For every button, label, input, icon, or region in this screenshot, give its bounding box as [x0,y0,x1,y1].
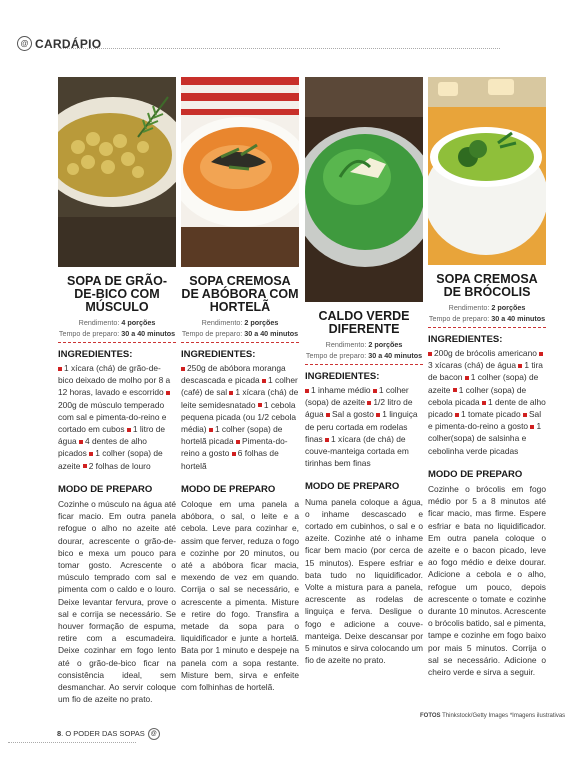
recipe-title: SOPA CREMOSA DE ABÓBORA COM HORTELÃ [181,274,299,314]
recipe-title: CALDO VERDE DIFERENTE [318,309,410,336]
recipe-card-abobora [181,77,299,693]
header-divider [60,48,500,49]
photo-credits: FOTOS Thinkstock/Getty Images *Imagens ilustrativas [420,713,566,719]
soup-photo [181,77,299,267]
recipe-tempo: Tempo de preparo: 30 a 40 minutos [58,329,176,338]
recipe-title: SOPA DE GRÃO-DE-BICO COM MÚSCULO [66,274,167,314]
recipe-card-brocolis [428,77,546,678]
modo-text: Numa panela coloque a água, o inhame descascado e cortado em cubinhos, o sal e o azeite. Cozinhe até o inhame ficar bem macio (por cerca de 15 minutos). Espere esfriar e bata tudo no liquidificador. Volte a mistura para a panela, acrescente as rodelas de linguiça e ferva. Desligue o fogo e adicione a couve-manteiga. Deixe descansar por 5 minutos e sirva colocando um fio de azeite no prato. [305,496,423,666]
ingredientes-list: 250g de abóbora moranga descascada e picada 1 colher (café) de sal 1 xícara (chá) de leite semidesnatado 1 cebola pequena picada (ou 1/2 cebola média) 1 colher (sopa) de hortelã picada Pimenta-do-reino a gosto 6 folhas de hortelã [181,363,299,471]
ingredientes-list: 1 inhame médio 1 colher (sopa) de azeite 1/2 litro de água Sal a gosto 1 linguiça de peru cortada em rodelas finas 1 xícara (de chá) de couve-manteiga cortada em tirinhas bem finas [305,385,418,469]
recipe-tempo: Tempo de preparo: 30 a 40 minutos [305,351,423,360]
ingredientes-heading: INGREDIENTES: [58,349,133,360]
modo-heading: MODO DE PREPARO [428,468,523,480]
page-number: 8 [57,728,62,738]
soup-photo [305,77,423,302]
modo-heading: MODO DE PREPARO [181,483,276,495]
recipe-rendimento: Rendimento: 4 porções [78,318,156,327]
ingredientes-heading: INGREDIENTES: [428,334,503,345]
footer-divider [8,742,136,743]
ingredientes-heading: INGREDIENTES: [305,371,380,382]
modo-text: Cozinhe o músculo na água até ficar macio. Em outra panela refogue o alho no azeite até dourar, acrescente o grão-de-bico e mexa um pouco para tomar gosto. Acrescente o músculo temprado com sal e pimenta com o caldo e o louro. Deixe levantar fervura, prove o sal e corrija se necessário. Se houver formação de espuma, retire com a escumadeira. Deixe cozinhar em fogo lento até o grão-de-bico ficar na consistência ideal, sem desmanchar. Ao servir coloque um fio de azeite no prato. [58,499,176,705]
soup-photo [428,77,546,265]
spiral-icon: @ [148,728,160,740]
recipe-rendimento: Rendimento: 2 porções [201,318,279,327]
divider [58,342,176,343]
recipe-title: SOPA CREMOSA DE BRÓCOLIS [436,272,538,299]
divider [305,364,423,365]
divider [428,327,546,328]
ingredientes-list: 1 xícara (chá) de grão-de-bico deixado de molho por 8 a 12 horas, lavado e escorrido 200g de músculo temperado com sal e pimenta-do-reino e cortado em cubos 1 litro de água 4 dentes de alho picados 1 colher (sopa) de azeite 2 folhas de louro [58,363,171,471]
modo-text: Coloque em uma panela a abóbora, o sal, o leite e a cebola. Leve para cozinhar e, assim que ferver, reduza o fogo e cozinhe por 20 minutos, ou até a abóbora ficar macia, mexendo de vez em quando. Corrija o sal se necessário, e acrescente a pimenta. Misture e retire do fogo. Transfira a metade da sopa para o liquidificador e junte a hortelã. Bata por 1 minuto e despeje na panela com a sopa restante. Misture bem, sirva e enfeite com folhinhas de hortelã. [181,499,299,693]
ingredientes-heading: INGREDIENTES: [181,349,256,360]
ingredientes-list: 200g de brócolis americano 3 xícaras (chá) de água 1 tira de bacon 1 colher (sopa) de azeite 1 colher (sopa) de cebola picada 1 dente de alho picado 1 tomate picado Sal e pimenta-do-reino a gosto 1 colher(sopa) de salsinha e cebolinha verde picadas [428,348,546,456]
soup-photo [58,77,176,267]
footer-title: . O PODER DAS SOPAS [61,728,145,738]
section-label: CARDÁPIO [35,36,102,51]
page-footer [57,728,160,740]
recipe-tempo: Tempo de preparo: 30 a 40 minutos [181,329,299,338]
spiral-icon: @ [17,36,32,51]
modo-heading: MODO DE PREPARO [305,481,400,493]
divider [181,342,299,343]
recipe-tempo: Tempo de preparo: 30 a 40 minutos [428,314,546,323]
modo-heading: MODO DE PREPARO [58,483,153,495]
recipe-card-caldo-verde [305,77,423,666]
recipe-rendimento: Rendimento: 2 porções [448,303,526,312]
modo-text: Cozinhe o brócolis em fogo médio por 5 a 8 minutos até ficar macio, mas firme. Espere esfriar e bata no liquidificador. Em outra panela coloque o azeite e o bacon picado, leve ao fogo médio e deixe dourar. Adicione a cebola e o alho, refogue um pouco, depois acrescente o tomate e cozinhe durante 10 minutos. Acrescente o brócolis batido, sal e pimenta, tampe e cozinhe em fogo baixo por mais 5 minutos. Corrija o sal se necessário. Adicione o cheiro verde e sirva a seguir. [428,484,546,678]
recipe-rendimento: Rendimento: 2 porções [325,340,403,349]
recipe-card-grao-de-bico [58,77,176,705]
